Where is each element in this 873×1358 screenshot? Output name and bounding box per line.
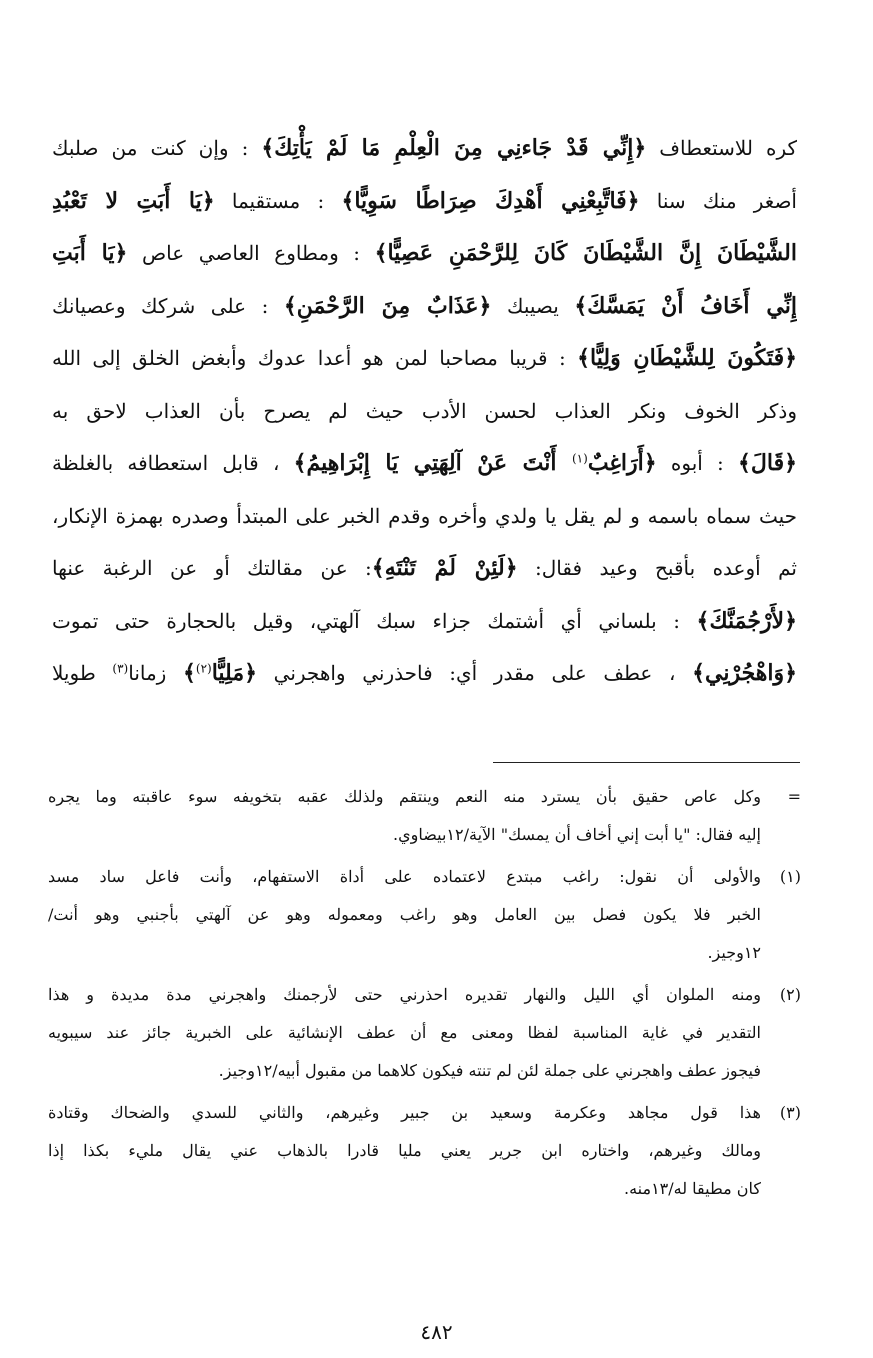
footnote-line: كان مطيقا له/١٣منه. [624, 1179, 761, 1198]
text-line [52, 122, 797, 175]
footnote-line: إليه فقال: "يا أبت إني أخاف أن يمسك" الآية/١٢بيضاوي. [393, 825, 761, 844]
footnote-line: فيجوز عطف واهجرني على جملة لئن لم تنته فيكون كلاهما من مقبول أبيه/١٢وجيز. [218, 1061, 761, 1080]
footnote-line: هذا قول مجاهد وعكرمة وسعيد بن جبير وغيرهم، والثاني للسدي والضحاك وقتادة [48, 1103, 761, 1122]
quran-quote: ﴿وَاهْجُرْنِي﴾ [692, 660, 797, 686]
commentary-text: : على شركك وعصيانك [52, 293, 284, 318]
footnotes [48, 778, 801, 1212]
text-line [52, 542, 797, 595]
commentary-text: زمانا [128, 661, 183, 685]
commentary-text: يصيبك [491, 293, 575, 318]
quran-quote: ﴿مَلِيًّا [211, 660, 258, 686]
quran-quote: ﴿لَئِنْ لَمْ تَنْتَهِ﴾ [371, 555, 518, 581]
footnote-marker: (٣) [779, 1103, 801, 1122]
text-line [52, 595, 797, 648]
quran-quote: ﴿يَا أَبَتِ [52, 240, 128, 266]
footnote-divider [493, 762, 800, 763]
quran-quote: ﴿قَالَ﴾ [738, 450, 797, 476]
footnote-line: والأولى أن نقول: راغب مبتدع لاعتماده على أداة الاستفهام، وأنت فاعل ساد مسد [48, 867, 761, 886]
footnote [48, 778, 801, 854]
commentary-text: طويلا [52, 661, 113, 685]
quran-quote: ﴿لأَرْجُمَنَّكَ﴾ [696, 607, 797, 634]
footnote-ref[interactable]: (٣) [112, 661, 129, 676]
quran-quote: ﴿إِنِّي قَدْ جَاءنِي مِنَ الْعِلْمِ مَا لَمْ يَأْتِكَ﴾ [261, 135, 647, 161]
footnote-line: ١٢وجيز. [707, 943, 761, 962]
footnote [48, 858, 801, 972]
footnote-line: وكل عاص حقيق بأن يسترد منه النعم وينتقم ولذلك عقبه بتخويفه سوء عاقبته وما يجره [48, 787, 761, 806]
footnote-marker: (١) [779, 867, 801, 886]
text-line [52, 175, 797, 228]
text-line [52, 227, 797, 280]
commentary-text: أصغر منك سنا [639, 188, 797, 213]
footnote-line: ومنه الملوان أي الليل والنهار تقديره احذرني حتى لأرجمنك واهجرني مدة مديدة و هذا [48, 985, 761, 1004]
text-line [52, 647, 797, 700]
quran-quote: ﴿فَاتَّبِعْنِي أَهْدِكَ صِرَاطًا سَوِيًّا﴾ [341, 187, 640, 214]
commentary-text: وذكر الخوف ونكر العذاب لحسن الأدب حيث لم يصرح بأن العذاب لاحق به [52, 398, 797, 423]
commentary-text: : ومطاوع العاصي عاص [127, 241, 375, 265]
commentary-text: : وإن كنت من صلبك [52, 136, 262, 160]
commentary-text: ثم أوعده بأقبح وعيد فقال: [517, 556, 797, 580]
quran-quote: أَنْتَ عَنْ آلِهَتِي يَا إِبْرَاهِيمُ﴾ [293, 450, 572, 476]
footnote [48, 976, 801, 1090]
footnote-ref[interactable]: (٢) [195, 661, 212, 676]
quran-quote: ﴾ [182, 660, 196, 686]
commentary-text: : عن مقالتك أو عن الرغبة عنها [52, 556, 372, 580]
footnote-marker: = [787, 787, 801, 806]
commentary-text: : بلساني أي أشتمك جزاء سبك آلهتي، وقيل بالحجارة حتى تموت [52, 608, 697, 633]
quran-quote: إِنِّي أَخَافُ أَنْ يَمَسَّكَ﴾ [574, 292, 797, 319]
quran-quote: ﴿يَا أَبَتِ لا تَعْبُدِ [52, 187, 215, 214]
page-number: ٤٨٢ [420, 1320, 453, 1344]
footnote-line: الخبر فلا يكون فصل بين العامل وهو راغب ومعموله وهو عن آلهتي بأجنبي وهو أنت/ [48, 905, 761, 924]
text-line [52, 280, 797, 333]
quran-quote: ﴿فَتَكُونَ لِلشَّيْطَانِ وَلِيًّا﴾ [577, 345, 797, 371]
commentary-text: : قريبا مصاحبا لمن هو أعدا عدوك وأبغض الخلق إلى الله [52, 346, 578, 370]
commentary-text: : مستقيما [214, 188, 342, 213]
text-line [52, 437, 797, 490]
footnote [48, 1094, 801, 1208]
quran-quote: الشَّيْطَانَ إِنَّ الشَّيْطَانَ كَانَ لِلرَّحْمَنِ عَصِيًّا﴾ [374, 240, 797, 266]
footnote-ref[interactable]: (١) [571, 451, 588, 466]
commentary-text: ، قابل استعطافه بالغلظة [52, 451, 294, 475]
text-line [52, 490, 797, 543]
commentary-text: حيث سماه باسمه و لم يقل يا ولدي وأخره وقدم الخبر على المبتدأ وصدره بهمزة الإنكار، [52, 503, 797, 528]
footnote-line: ومالك وغيرهم، واختاره ابن جرير يعني مليا قادرا بالذهاب عني يقال مليء بكذا إذا [48, 1141, 761, 1160]
footnote-line: التقدير في غاية المناسبة لفظا ومعنى مع أن عطف الإنشائية على الخبرية جائز عند سيبويه [48, 1023, 761, 1042]
text-line [52, 385, 797, 438]
text-line [52, 332, 797, 385]
commentary-text: كره للاستعطاف [646, 136, 797, 160]
main-text [52, 122, 797, 700]
quran-quote: ﴿عَذَابٌ مِنَ الرَّحْمَنِ﴾ [283, 292, 492, 319]
quran-quote: ﴿أَرَاغِبٌ [587, 450, 657, 476]
footnote-marker: (٢) [779, 985, 801, 1004]
commentary-text: : أبوه [656, 451, 739, 475]
commentary-text: ، عطف على مقدر أي: فاحذرني واهجرني [257, 661, 693, 685]
